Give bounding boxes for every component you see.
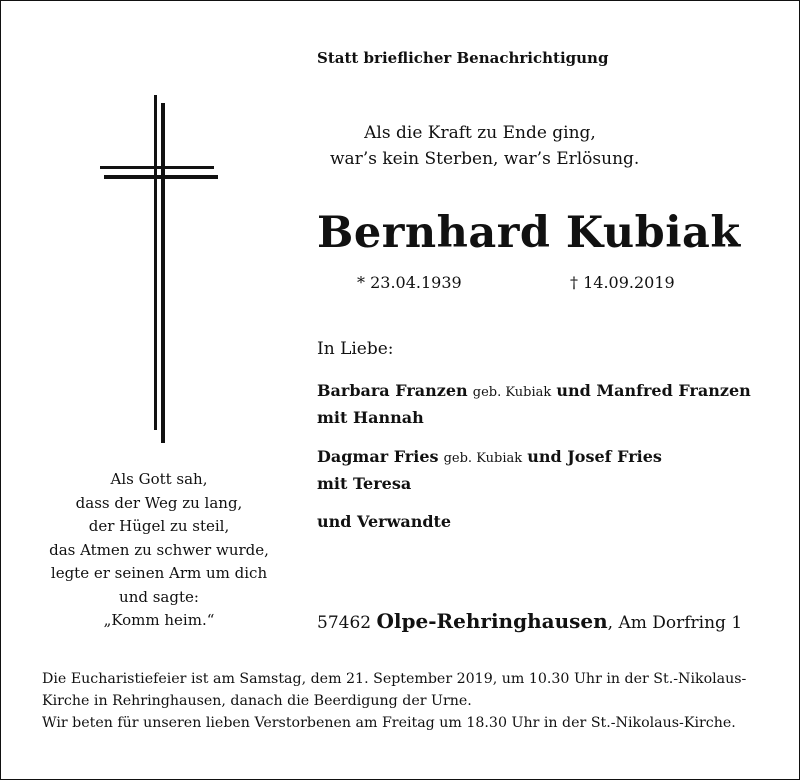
poem-line: das Atmen zu schwer wurde, <box>49 540 269 559</box>
motto <box>330 120 640 172</box>
family-entry <box>317 378 751 430</box>
intro-text: In Liebe: <box>317 339 394 359</box>
city: Olpe-Rehringhausen <box>376 609 608 633</box>
prayer-info: Wir beten für unseren lieben Verstorbenen am Freitag um 18.30 Uhr in der St.-Nikolaus-Kirche. <box>42 715 736 731</box>
street: , Am Dorfring 1 <box>607 613 743 633</box>
address <box>317 609 742 633</box>
poem-line: dass der Weg zu lang, <box>75 493 243 512</box>
relatives: und Verwandte <box>317 512 452 531</box>
motto-line: war’s kein Sterben, war’s Erlösung. <box>330 149 640 169</box>
maiden-name: geb. Kubiak <box>443 451 523 466</box>
maiden-name: geb. Kubiak <box>472 385 552 400</box>
child-name: mit Hannah <box>317 408 424 427</box>
poem-line: Als Gott sah, <box>110 470 208 488</box>
header-notice: Statt brieflicher Benachrichtigung <box>317 49 609 67</box>
deceased-name: Bernhard Kubiak <box>317 208 741 258</box>
birth-date: * 23.04.1939 <box>357 273 462 292</box>
death-date: † 14.09.2019 <box>570 273 675 292</box>
family-entry <box>317 444 662 496</box>
spouse-name: und Josef Fries <box>527 447 662 466</box>
poem-line: legte er seinen Arm um dich <box>50 564 268 582</box>
motto-line: Als die Kraft zu Ende ging, <box>364 123 596 143</box>
poem-line: der Hügel zu steil, <box>88 517 230 535</box>
family-name: Barbara Franzen <box>317 381 468 400</box>
poem-line: „Komm heim.“ <box>103 611 215 629</box>
poem <box>40 468 278 633</box>
family-name: Dagmar Fries <box>317 447 439 466</box>
footer-notice <box>42 668 762 734</box>
service-info: Die Eucharistiefeier ist am Samstag, dem 21. September 2019, um 10.30 Uhr in der St.-Nikolaus-Kirche in Rehringhausen, danach die Beerdigung der Urne. <box>42 671 747 709</box>
zip-code: 57462 <box>317 613 372 633</box>
spouse-name: und Manfred Franzen <box>556 381 751 400</box>
poem-line: und sagte: <box>119 587 199 606</box>
child-name: mit Teresa <box>317 474 412 493</box>
